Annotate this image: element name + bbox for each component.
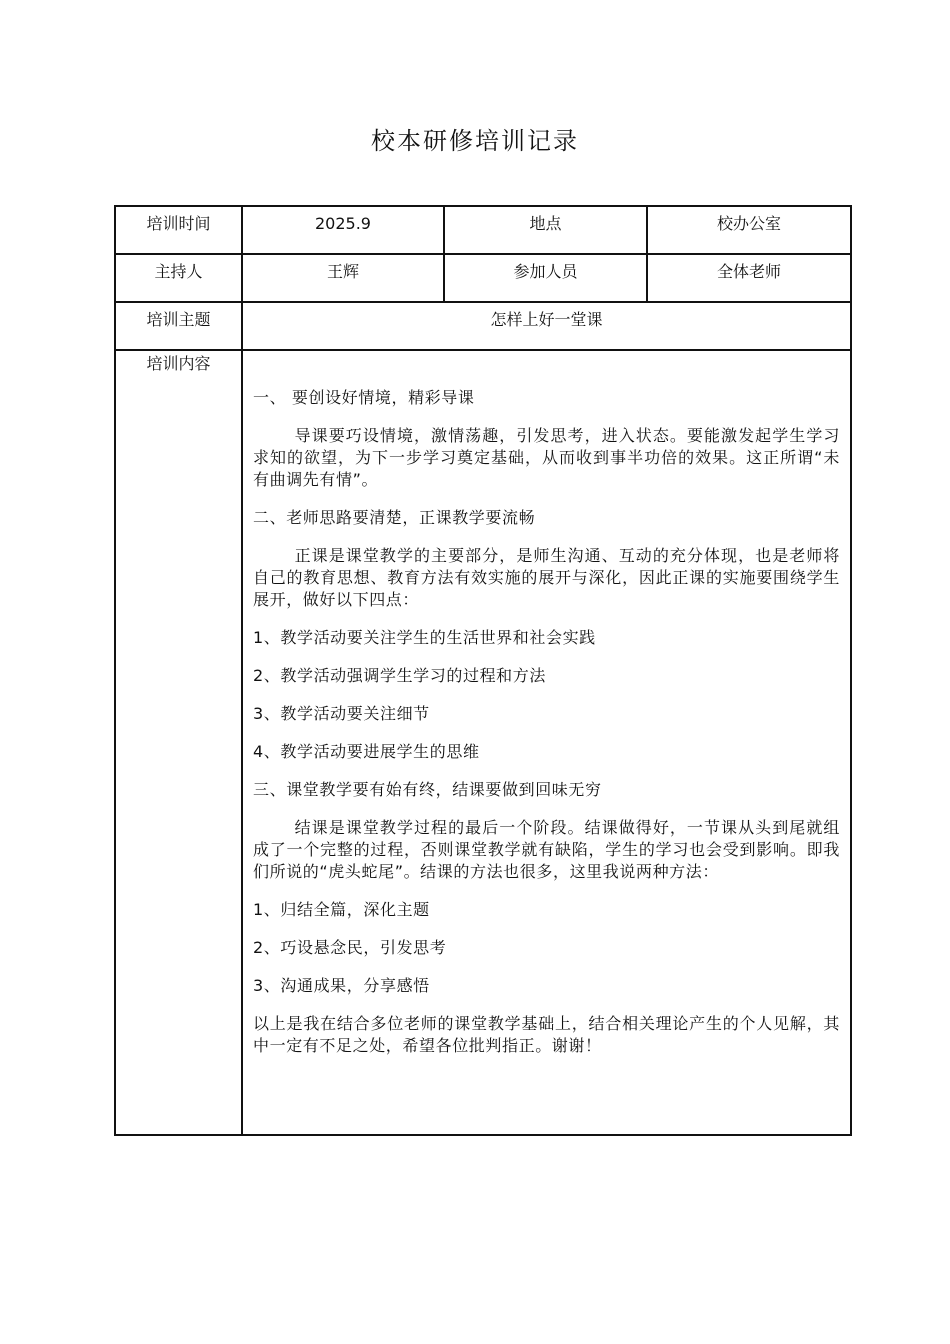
- content-list-item: 1、归结全篇，深化主题: [253, 900, 430, 919]
- content-paragraph: 导课要巧设情境，激情荡趣，引发思考，进入状态。要能激发起学生学习求知的欲望，为下一步学习奠定基础，从而收到事半功倍的效果。这正所谓“未有曲调先有情”。: [253, 426, 840, 489]
- cell-content-body: [242, 350, 851, 1135]
- cell-label-host: [115, 254, 242, 302]
- training-record-table: [114, 205, 852, 1136]
- table-row-topic: [115, 302, 851, 350]
- label-place: 地点: [529, 214, 562, 233]
- training-topic-value: 怎样上好一堂课: [490, 310, 603, 329]
- content-heading-3: 三、课堂教学要有始有终，结课要做到回味无穷: [253, 780, 602, 799]
- content-conclusion: 以上是我在结合多位老师的课堂教学基础上，结合相关理论产生的个人见解，其中一定有不足之处，希望各位批判指正。谢谢！: [253, 1014, 840, 1055]
- content-list-item: 2、教学活动强调学生学习的过程和方法: [253, 666, 546, 685]
- cell-label-topic: [115, 302, 242, 350]
- content-list-item: 3、教学活动要关注细节: [253, 704, 430, 723]
- cell-label-place: [444, 206, 647, 254]
- content-paragraph: 正课是课堂教学的主要部分，是师生沟通、互动的充分体现，也是老师将自己的教育思想、教育方法有效实施的展开与深化，因此正课的实施要围绕学生展开，做好以下四点：: [253, 546, 840, 609]
- place-value: 校办公室: [716, 214, 781, 233]
- table-row-host-participants: [115, 254, 851, 302]
- cell-topic-value: [242, 302, 851, 350]
- training-content-body: [243, 351, 850, 1057]
- cell-time-value: [242, 206, 444, 254]
- content-heading-2: 二、老师思路要清楚，正课教学要流畅: [253, 508, 536, 527]
- cell-label-participants: [444, 254, 647, 302]
- label-training-time: 培训时间: [146, 214, 211, 233]
- cell-label-content: [115, 350, 242, 1135]
- content-list-item: 4、教学活动要进展学生的思维: [253, 742, 480, 761]
- training-time-value: 2025.9: [315, 214, 371, 233]
- content-list-item: 2、巧设悬念民，引发思考: [253, 938, 447, 957]
- table-row-time-place: [115, 206, 851, 254]
- document-title: 校本研修培训记录: [371, 127, 579, 155]
- content-heading-1: 一、 要创设好情境，精彩导课: [253, 388, 475, 407]
- content-paragraph: 结课是课堂教学过程的最后一个阶段。结课做得好，一节课从头到尾就组成了一个完整的过程，否则课堂教学就有缺陷，学生的学习也会受到影响。即我们所说的“虎头蛇尾”。结课的方法也很多，这里我说两种方法：: [253, 818, 840, 881]
- content-list-item: 3、沟通成果，分享感悟: [253, 976, 430, 995]
- cell-label-time: [115, 206, 242, 254]
- cell-participants-value: [647, 254, 851, 302]
- cell-host-value: [242, 254, 444, 302]
- host-value: 王辉: [326, 262, 359, 281]
- content-list-item: 1、教学活动要关注学生的生活世界和社会实践: [253, 628, 596, 647]
- label-training-topic: 培训主题: [146, 310, 211, 329]
- label-training-content: 培训内容: [146, 354, 211, 373]
- participants-value: 全体老师: [716, 262, 781, 281]
- label-participants: 参加人员: [513, 262, 578, 281]
- label-host: 主持人: [154, 262, 203, 281]
- cell-place-value: [647, 206, 851, 254]
- table-row-content: [115, 350, 851, 1135]
